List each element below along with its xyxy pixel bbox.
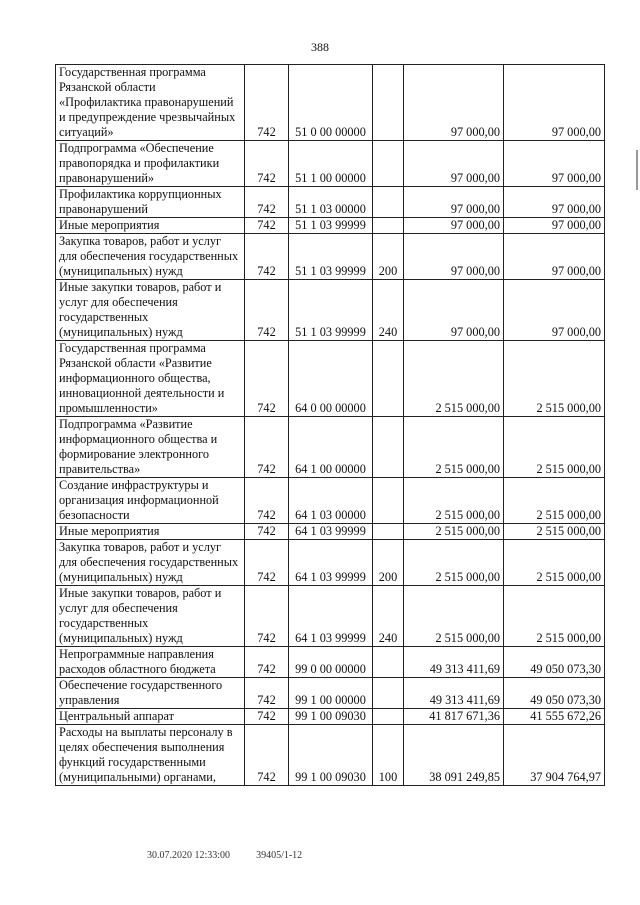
row-name-cell: Расходы на выплаты персоналу в целях обеспечения выполнения функций государственными (муниципальными) органами, (56, 725, 245, 786)
row-csr-cell: 51 1 03 99999 (289, 218, 373, 234)
row-name-cell: Иные закупки товаров, работ и услуг для обеспечения государственных (муниципальных) нужд (56, 280, 245, 341)
row-sum-2020-cell: 97 000,00 (404, 234, 504, 280)
row-vr-cell (373, 524, 404, 540)
row-sum-2020-cell: 2 515 000,00 (404, 478, 504, 524)
row-sum-2021-cell: 49 050 073,30 (504, 678, 605, 709)
row-code-cell: 742 (245, 280, 289, 341)
budget-table (55, 64, 605, 786)
row-sum-2020-cell: 38 091 249,85 (404, 725, 504, 786)
table-row (56, 709, 605, 725)
row-vr-cell: 200 (373, 540, 404, 586)
page-number: 388 (311, 40, 329, 54)
row-code-cell: 742 (245, 234, 289, 280)
row-code-cell: 742 (245, 341, 289, 417)
table-row (56, 725, 605, 786)
row-vr-cell: 240 (373, 586, 404, 647)
row-vr-cell: 100 (373, 725, 404, 786)
row-sum-2020-cell: 49 313 411,69 (404, 678, 504, 709)
table-row (56, 524, 605, 540)
row-sum-2021-cell: 97 000,00 (504, 234, 605, 280)
row-sum-2021-cell: 2 515 000,00 (504, 524, 605, 540)
row-name-cell: Государственная программа Рязанской области «Развитие информационного общества, инновационной деятельности и промышленности» (56, 341, 245, 417)
row-name-cell: Центральный аппарат (56, 709, 245, 725)
row-csr-cell: 51 1 03 99999 (289, 234, 373, 280)
row-sum-2021-cell: 97 000,00 (504, 280, 605, 341)
table-row (56, 65, 605, 141)
row-sum-2021-cell: 2 515 000,00 (504, 586, 605, 647)
table-row (56, 586, 605, 647)
row-sum-2020-cell: 2 515 000,00 (404, 341, 504, 417)
row-vr-cell (373, 218, 404, 234)
row-code-cell: 742 (245, 709, 289, 725)
row-sum-2021-cell: 97 000,00 (504, 141, 605, 187)
table-row (56, 341, 605, 417)
row-sum-2021-cell: 37 904 764,97 (504, 725, 605, 786)
row-csr-cell: 99 1 00 09030 (289, 709, 373, 725)
row-name-cell: Профилактика коррупционных правонарушений (56, 187, 245, 218)
row-csr-cell: 64 1 03 99999 (289, 586, 373, 647)
row-vr-cell (373, 678, 404, 709)
table-row (56, 417, 605, 478)
row-code-cell: 742 (245, 524, 289, 540)
row-name-cell: Иные закупки товаров, работ и услуг для обеспечения государственных (муниципальных) нужд (56, 586, 245, 647)
footer-doc-id: 39405/1-12 (256, 850, 303, 861)
row-vr-cell (373, 341, 404, 417)
row-csr-cell: 51 0 00 00000 (289, 65, 373, 141)
row-code-cell: 742 (245, 417, 289, 478)
row-code-cell: 742 (245, 725, 289, 786)
row-sum-2020-cell: 97 000,00 (404, 218, 504, 234)
footer-timestamp: 30.07.2020 12:33:00 (147, 850, 231, 861)
row-sum-2021-cell: 97 000,00 (504, 187, 605, 218)
row-sum-2021-cell: 2 515 000,00 (504, 341, 605, 417)
row-code-cell: 742 (245, 586, 289, 647)
row-sum-2021-cell: 97 000,00 (504, 65, 605, 141)
row-csr-cell: 51 1 03 00000 (289, 187, 373, 218)
row-code-cell: 742 (245, 65, 289, 141)
row-code-cell: 742 (245, 187, 289, 218)
table-row (56, 540, 605, 586)
row-sum-2020-cell: 2 515 000,00 (404, 417, 504, 478)
row-csr-cell: 64 1 03 99999 (289, 540, 373, 586)
row-csr-cell: 64 1 03 00000 (289, 478, 373, 524)
row-sum-2020-cell: 49 313 411,69 (404, 647, 504, 678)
row-csr-cell: 64 1 00 00000 (289, 417, 373, 478)
table-row (56, 678, 605, 709)
row-csr-cell: 51 1 00 00000 (289, 141, 373, 187)
row-name-cell: Государственная программа Рязанской области «Профилактика правонарушений и предупреждение чрезвычайных ситуаций» (56, 65, 245, 141)
row-sum-2021-cell: 41 555 672,26 (504, 709, 605, 725)
row-sum-2020-cell: 2 515 000,00 (404, 540, 504, 586)
row-vr-cell: 240 (373, 280, 404, 341)
table-row (56, 478, 605, 524)
row-code-cell: 742 (245, 218, 289, 234)
row-code-cell: 742 (245, 540, 289, 586)
row-vr-cell (373, 187, 404, 218)
row-vr-cell: 200 (373, 234, 404, 280)
row-name-cell: Подпрограмма «Обеспечение правопорядка и профилактики правонарушений» (56, 141, 245, 187)
row-vr-cell (373, 417, 404, 478)
table-row (56, 234, 605, 280)
row-vr-cell (373, 647, 404, 678)
row-csr-cell: 99 1 00 00000 (289, 678, 373, 709)
table-row (56, 141, 605, 187)
row-vr-cell (373, 65, 404, 141)
footer (147, 850, 328, 861)
row-code-cell: 742 (245, 141, 289, 187)
row-csr-cell: 64 1 03 99999 (289, 524, 373, 540)
row-code-cell: 742 (245, 678, 289, 709)
table-row (56, 280, 605, 341)
row-code-cell: 742 (245, 647, 289, 678)
row-sum-2020-cell: 97 000,00 (404, 280, 504, 341)
table-row (56, 647, 605, 678)
row-name-cell: Иные мероприятия (56, 218, 245, 234)
row-vr-cell (373, 478, 404, 524)
row-name-cell: Иные мероприятия (56, 524, 245, 540)
row-sum-2020-cell: 2 515 000,00 (404, 524, 504, 540)
row-name-cell: Обеспечение государственного управления (56, 678, 245, 709)
row-name-cell: Закупка товаров, работ и услуг для обеспечения государственных (муниципальных) нужд (56, 540, 245, 586)
row-sum-2021-cell: 2 515 000,00 (504, 417, 605, 478)
row-name-cell: Закупка товаров, работ и услуг для обеспечения государственных (муниципальных) нужд (56, 234, 245, 280)
edge-mark (636, 150, 638, 190)
row-csr-cell: 51 1 03 99999 (289, 280, 373, 341)
row-sum-2021-cell: 49 050 073,30 (504, 647, 605, 678)
row-csr-cell: 64 0 00 00000 (289, 341, 373, 417)
row-vr-cell (373, 709, 404, 725)
row-name-cell: Создание инфраструктуры и организация информационной безопасности (56, 478, 245, 524)
row-sum-2020-cell: 2 515 000,00 (404, 586, 504, 647)
row-name-cell: Подпрограмма «Развитие информационного общества и формирование электронного правительства» (56, 417, 245, 478)
row-sum-2020-cell: 97 000,00 (404, 187, 504, 218)
row-sum-2020-cell: 97 000,00 (404, 141, 504, 187)
row-sum-2021-cell: 2 515 000,00 (504, 478, 605, 524)
row-sum-2020-cell: 97 000,00 (404, 65, 504, 141)
table-row (56, 187, 605, 218)
row-sum-2021-cell: 97 000,00 (504, 218, 605, 234)
row-vr-cell (373, 141, 404, 187)
row-name-cell: Непрограммные направления расходов областного бюджета (56, 647, 245, 678)
row-sum-2020-cell: 41 817 671,36 (404, 709, 504, 725)
row-csr-cell: 99 1 00 09030 (289, 725, 373, 786)
table-row (56, 218, 605, 234)
row-code-cell: 742 (245, 478, 289, 524)
row-csr-cell: 99 0 00 00000 (289, 647, 373, 678)
row-sum-2021-cell: 2 515 000,00 (504, 540, 605, 586)
